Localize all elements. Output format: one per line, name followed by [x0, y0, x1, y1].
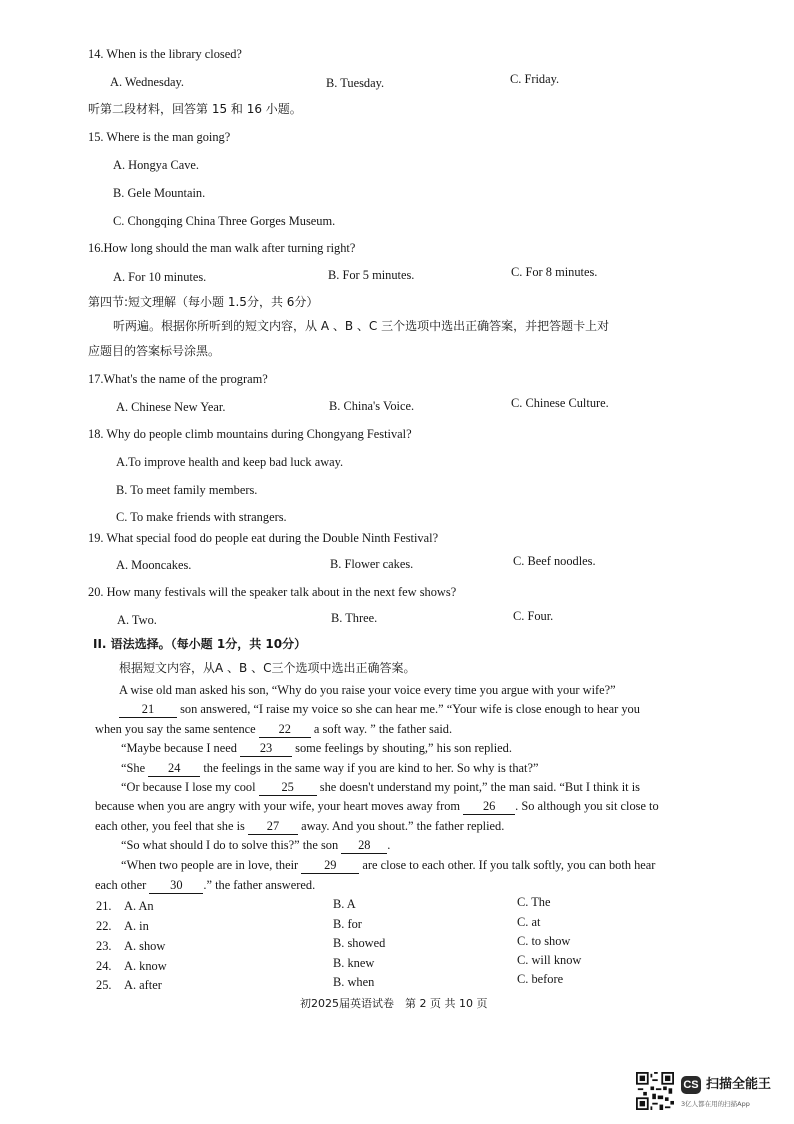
- option-row-23-number: 23.: [96, 939, 112, 953]
- section4-instruction-line2: 应题目的答案标号涂黑。: [88, 344, 221, 358]
- q17-stem: 17.What's the name of the program?: [88, 372, 268, 386]
- option-21-b: B. A: [333, 897, 356, 911]
- q17-option-c: C. Chinese Culture.: [511, 396, 609, 410]
- q15-option-c: C. Chongqing China Three Gorges Museum.: [113, 214, 336, 228]
- q18-option-c: C. To make friends with strangers.: [116, 510, 287, 524]
- passage-line-3: when you say the same sentence 22 a soft way. ” the father said.: [95, 722, 453, 736]
- blank-21: 21: [119, 702, 177, 718]
- blank-24: 24: [148, 761, 200, 777]
- option-24-c: C. will know: [517, 953, 582, 967]
- grammar-instruction: 根据短文内容，从A 、B 、C三个选项中选出正确答案。: [119, 661, 416, 675]
- section4-title: 第四节:短文理解（每小题 1.5分，共 6分）: [88, 295, 319, 309]
- q15-stem: 15. Where is the man going?: [88, 130, 231, 144]
- grammar-section-title: II. 语法选择。（每小题 1分，共 10分）: [93, 637, 307, 651]
- option-24-a: A. know: [124, 959, 167, 973]
- q18-stem: 18. Why do people climb mountains during Chongyang Festival?: [88, 427, 412, 441]
- q19-option-a: A. Mooncakes.: [116, 558, 192, 572]
- q19-option-c: C. Beef noodles.: [513, 554, 596, 568]
- option-22-b: B. for: [333, 917, 362, 931]
- option-23-a: A. show: [124, 939, 166, 953]
- option-row-21-number: 21.: [96, 899, 112, 913]
- passage-line-7: because when you are angry with your wife, your heart moves away from 26 . So although you sit close to: [95, 799, 659, 813]
- passage-line-9: “So what should I do to solve this?” the son 28 .: [121, 838, 391, 852]
- q20-stem: 20. How many festivals will the speaker talk about in the next few shows?: [88, 585, 457, 599]
- passage-line-2: 21 son answered, “I raise my voice so she can hear me.” “Your wife is close enough to hear you: [119, 701, 640, 718]
- option-21-a: A. An: [124, 899, 154, 913]
- blank-30: 30: [149, 878, 203, 894]
- passage-line-1: A wise old man asked his son, “Why do you raise your voice every time you argue with your wife?”: [119, 683, 616, 697]
- passage-line-4: “Maybe because I need 23 some feelings by shouting,” his son replied.: [121, 741, 512, 755]
- option-22-c: C. at: [517, 915, 541, 929]
- option-row-22-number: 22.: [96, 919, 112, 933]
- q20-option-b: B. Three.: [331, 611, 378, 625]
- camscanner-logo: CS: [681, 1076, 701, 1094]
- camscanner-name: 扫描全能王: [706, 1077, 772, 1092]
- q14-stem: 14. When is the library closed?: [88, 47, 242, 61]
- option-24-b: B. knew: [333, 956, 375, 970]
- option-21-c: C. The: [517, 895, 551, 909]
- q17-option-a: A. Chinese New Year.: [116, 400, 226, 414]
- q16-option-a: A. For 10 minutes.: [113, 270, 207, 284]
- passage-line-8: each other, you feel that she is 27 away. And you shout.” the father replied.: [95, 819, 505, 833]
- q18-option-b: B. To meet family members.: [116, 483, 258, 497]
- q15-option-a: A. Hongya Cave.: [113, 158, 200, 172]
- page-footer: 初2025届英语试卷 第 2 页 共 10 页: [300, 997, 488, 1010]
- option-22-a: A. in: [124, 919, 149, 933]
- option-23-c: C. to show: [517, 934, 571, 948]
- option-25-c: C. before: [517, 972, 564, 986]
- passage-line-10: “When two people are in love, their 29 are close to each other. If you talk softly, you can both hear: [121, 858, 656, 872]
- blank-25: 25: [259, 780, 317, 796]
- blank-23: 23: [240, 741, 292, 757]
- section4-instruction-line1: 听两遍。根据你所听到的短文内容，从 A 、B 、C 三个选项中选出正确答案，并把答题卡上对: [113, 319, 610, 333]
- option-row-24-number: 24.: [96, 959, 112, 973]
- q16-option-b: B. For 5 minutes.: [328, 268, 415, 282]
- q14-option-c: C. Friday.: [510, 72, 560, 86]
- passage2-instruction: 听第二段材料，回答第 15 和 16 小题。: [88, 102, 302, 116]
- q20-option-c: C. Four.: [513, 609, 554, 623]
- blank-26: 26: [463, 799, 515, 815]
- passage-line-11: each other 30 .” the father answered.: [95, 878, 316, 892]
- blank-22: 22: [259, 722, 311, 738]
- q16-stem: 16.How long should the man walk after turning right?: [88, 241, 356, 255]
- q18-option-a: A.To improve health and keep bad luck away.: [116, 455, 344, 469]
- q16-option-c: C. For 8 minutes.: [511, 265, 598, 279]
- passage-line-6: “Or because I lose my cool 25 she doesn't understand my point,” the man said. “But I think it is: [121, 780, 640, 794]
- q15-option-b: B. Gele Mountain.: [113, 186, 206, 200]
- q19-stem: 19. What special food do people eat during the Double Ninth Festival?: [88, 531, 439, 545]
- qr-code-icon: [636, 1072, 674, 1110]
- q20-option-a: A. Two.: [117, 613, 157, 627]
- passage-line-5: “She 24 the feelings in the same way if you are kind to her. So why is that?”: [121, 761, 539, 775]
- option-25-a: A. after: [124, 978, 162, 992]
- option-23-b: B. showed: [333, 936, 386, 950]
- blank-27: 27: [248, 819, 298, 835]
- camscanner-tagline: 3亿人都在用的扫描App: [681, 1100, 750, 1108]
- q14-option-a: A. Wednesday.: [110, 75, 185, 89]
- q17-option-b: B. China's Voice.: [329, 399, 415, 413]
- option-25-b: B. when: [333, 975, 375, 989]
- blank-29: 29: [301, 858, 359, 874]
- blank-28: 28: [341, 838, 387, 854]
- q14-option-b: B. Tuesday.: [326, 76, 385, 90]
- option-row-25-number: 25.: [96, 978, 112, 992]
- q19-option-b: B. Flower cakes.: [330, 557, 414, 571]
